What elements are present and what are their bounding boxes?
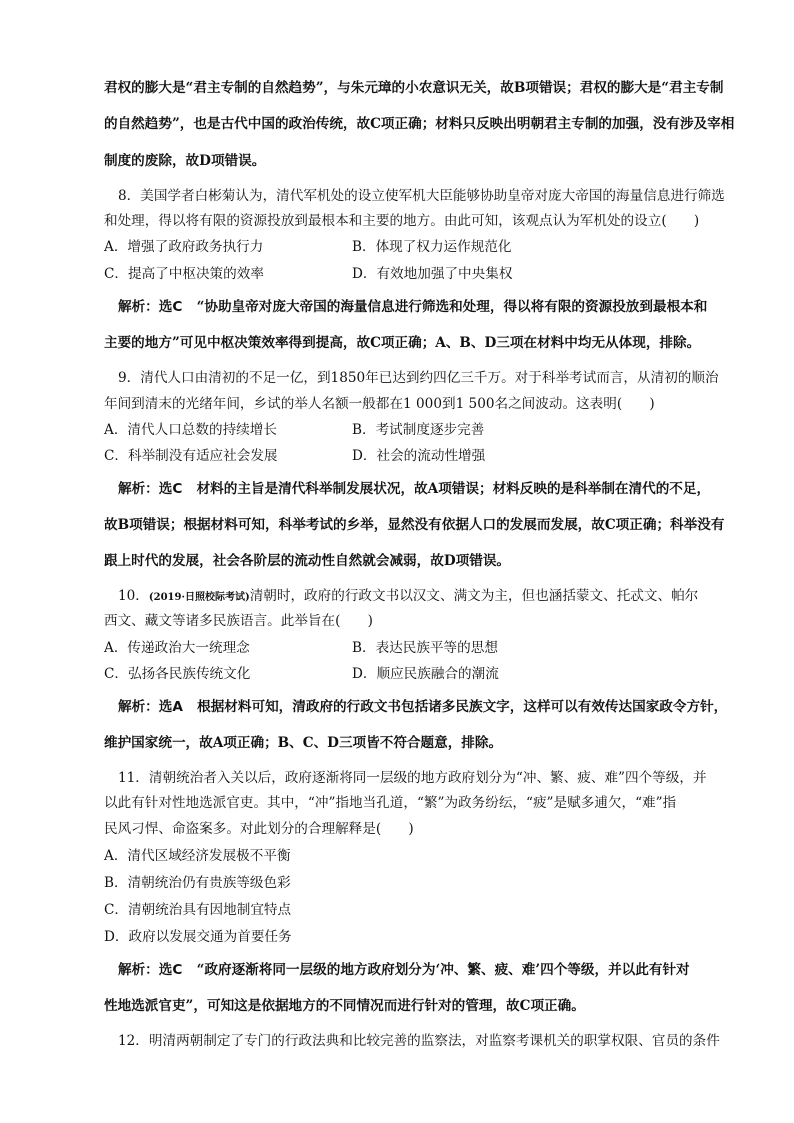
question-10-option-d: D．顺应民族融合的潮流	[352, 666, 499, 682]
question-10-answer: 选A	[158, 699, 183, 715]
question-11-stem-line-2: 以此有针对性地选派官吏。其中，“冲”指地当孔道，“繁”为政务纷纭，“疲”是赋多逋欠，“难”指	[104, 795, 677, 811]
question-11-option-c: C．清朝统治具有因地制宜特点	[104, 902, 292, 918]
question-8-option-b: B．体现了权力运作规范化	[352, 239, 512, 255]
question-9-analysis-line-2: 故B项错误；根据材料可知，科举考试的乡举，显然没有依据人口的发展而发展，故C项正确；科举没有	[104, 517, 725, 533]
question-9-option-c: C．科举制没有适应社会发展	[104, 448, 278, 464]
question-8-analysis-line-1: 解析：选C “协助皇帝对庞大帝国的海量信息进行筛选和处理，得以将有限的资源投放到最根本和	[118, 299, 708, 315]
question-9-stem-line-1: 9．清代人口由清初的不足一亿，到1850年已达到约四亿三千万。对于科举考试而言，从清初的顺治	[118, 370, 719, 386]
continuation-line-2: 的自然趋势”，也是古代中国的政治传统，故C项正确；材料只反映出明朝君主专制的加强，没有涉及宰相	[104, 116, 735, 132]
continuation-line-3: 制度的废除，故D项错误。	[104, 153, 266, 169]
analysis-label: 解析：	[118, 962, 159, 978]
question-10-stem-line-1: 10．(2019·日照校际考试)清朝时，政府的行政文书以汉文、满文为主，但也涵括蒙文、托忒文、帕尔	[118, 588, 699, 604]
question-8-option-a: A．增强了政府政务执行力	[104, 239, 264, 255]
question-9-option-b: B．考试制度逐步完善	[352, 422, 485, 438]
question-8-stem-line-2: 和处理，得以将有限的资源投放到最根本和主要的地方。由此可知，该观点认为军机处的设立( )	[104, 213, 700, 229]
question-10-analysis-line-1: 解析：选A 根据材料可知，清政府的行政文书包括诸多民族文字，这样可以有效传达国家政令方针，	[118, 699, 728, 715]
question-9-option-d: D．社会的流动性增强	[352, 448, 486, 464]
question-11-analysis-line-1: 解析：选C “政府逐渐将同一层级的地方政府划分为‘冲、繁、疲、难’四个等级，并以此有针对	[118, 962, 690, 978]
question-11-answer: 选C	[158, 962, 183, 978]
question-10-option-a: A．传递政治大一统理念	[104, 640, 250, 656]
question-10-option-c: C．弘扬各民族传统文化	[104, 666, 251, 682]
continuation-line-1: 君权的膨大是“君主专制的自然趋势”，与朱元璋的小农意识无关，故B项错误；君权的膨大是“君主专制	[104, 80, 724, 96]
question-9-option-a: A．清代人口总数的持续增长	[104, 422, 277, 438]
question-10-option-b: B．表达民族平等的思想	[352, 640, 498, 656]
question-8-option-c: C．提高了中枢决策的效率	[104, 266, 264, 282]
question-10-stem-line-2: 西文、藏文等诸多民族语言。此举旨在( )	[104, 613, 373, 629]
question-9-answer: 选C	[158, 481, 183, 497]
analysis-label: 解析：	[118, 699, 159, 715]
question-11-analysis-line-2: 性地选派官吏”，可知这是依据地方的不同情况而进行针对的管理，故C项正确。	[104, 998, 585, 1014]
question-9-analysis-line-1: 解析：选C 材料的主旨是清代科举制发展状况，故A项错误；材料反映的是科举制在清代的不足，	[118, 481, 711, 497]
question-9-analysis-line-3: 跟上时代的发展，社会各阶层的流动性自然就会减弱，故D项错误。	[104, 553, 511, 569]
analysis-label: 解析：	[118, 299, 159, 315]
question-10-analysis-line-2: 维护国家统一，故A项正确；B、C、D三项皆不符合题意，排除。	[104, 735, 503, 751]
question-10-source: (2019·日照校际考试)	[148, 592, 250, 603]
question-11-stem-line-3: 民风刁悍、命盗案多。对此划分的合理解释是( )	[104, 821, 414, 837]
question-11-option-b: B．清朝统治仍有贵族等级色彩	[104, 875, 291, 891]
question-8-analysis-line-2: 主要的地方”可见中枢决策效率得到提高，故C项正确；A、B、D三项在材料中均无从体现，排除。	[104, 335, 701, 351]
question-8-option-d: D．有效地加强了中央集权	[352, 266, 513, 282]
question-11-option-d: D．政府以发展交通为首要任务	[104, 929, 292, 945]
question-9-stem-line-2: 年间到清末的光绪年间，乡试的举人名额一般都在1 000到1 500名之间波动。这表明( )	[104, 396, 655, 412]
analysis-label: 解析：	[118, 481, 159, 497]
question-11-stem-line-1: 11．清朝统治者入关以后，政府逐渐将同一层级的地方政府划分为“冲、繁、疲、难”四个等级，并	[118, 770, 707, 786]
question-12-stem-line-1: 12．明清两朝制定了专门的行政法典和比较完善的监察法，对监察考课机关的职掌权限、官员的条件	[118, 1033, 720, 1049]
question-8-answer: 选C	[158, 299, 183, 315]
question-11-option-a: A．清代区域经济发展极不平衡	[104, 848, 291, 864]
question-8-stem-line-1: 8．美国学者白彬菊认为，清代军机处的设立使军机大臣能够协助皇帝对庞大帝国的海量信息进行筛选	[118, 188, 725, 204]
